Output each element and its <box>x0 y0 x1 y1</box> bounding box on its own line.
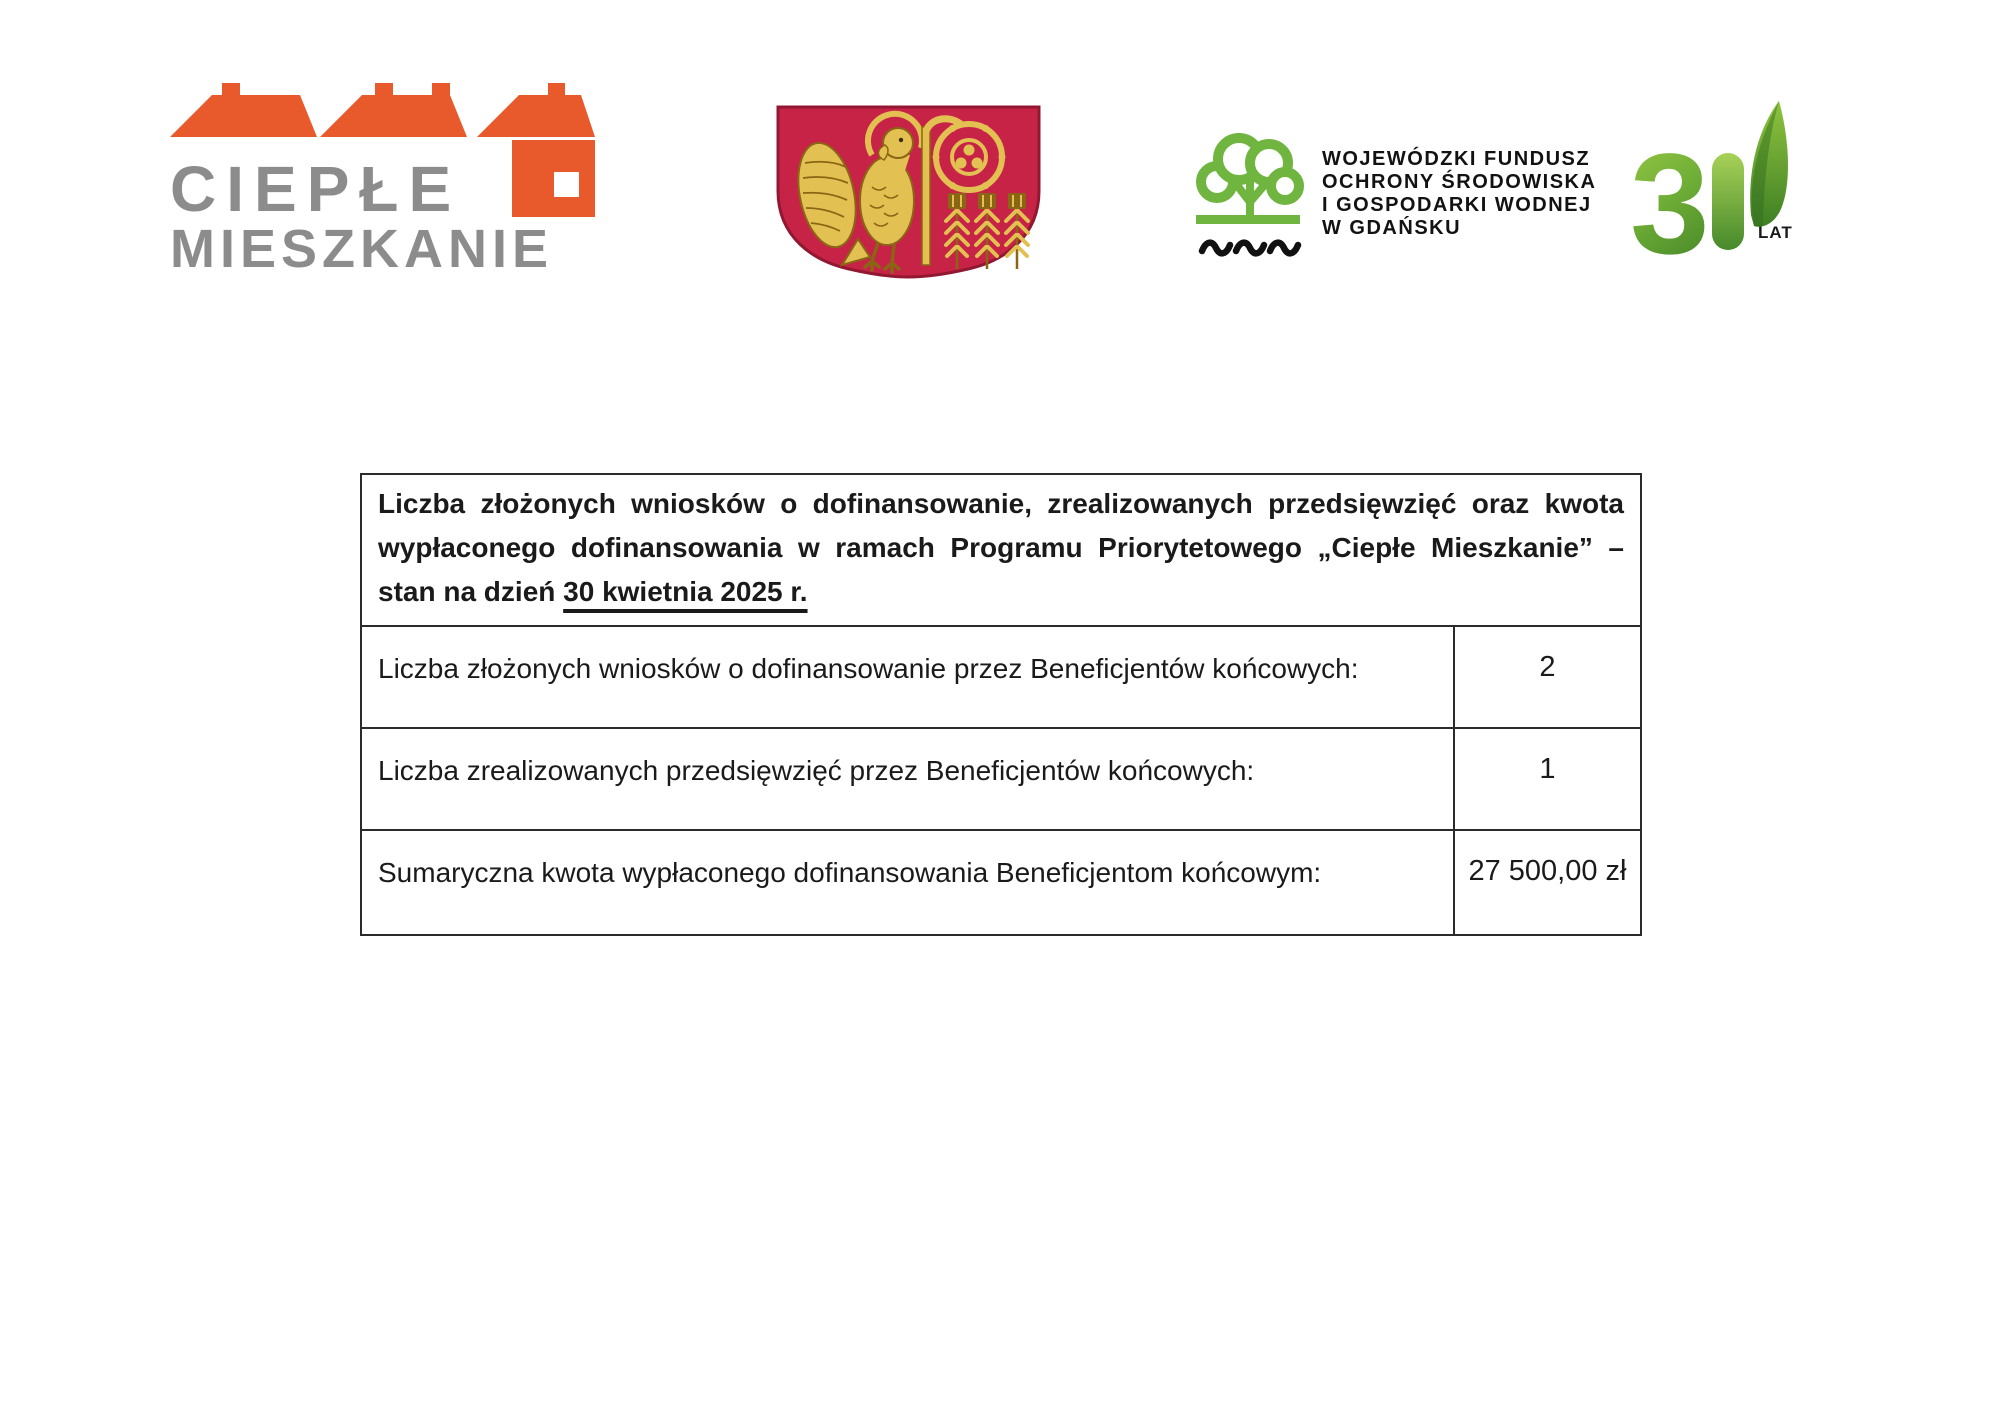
crosier-staff <box>922 127 930 265</box>
fund-name-line: WOJEWÓDZKI FUNDUSZ <box>1322 148 1591 170</box>
thirty-years-logo <box>1630 95 1802 255</box>
coat-of-arms <box>772 103 1045 280</box>
table-header <box>362 475 1640 627</box>
fund-name-line: W GDAŃSKU <box>1322 217 1462 239</box>
coat-of-arms-shield-icon <box>772 103 1045 280</box>
cieple-mieszkanie-logo <box>170 83 602 279</box>
table-header-line: wypłaconego dofinansowania w ramach Programu Priorytetowego „Ciepłe Mieszkanie” – <box>378 532 1624 563</box>
row-value: 2 <box>1453 627 1640 727</box>
row-value: 1 <box>1453 729 1640 829</box>
table-row <box>362 729 1640 831</box>
table-header-line: Liczba złożonych wniosków o dofinansowanie, zrealizowanych przedsięwzięć oraz kwota <box>378 488 1624 519</box>
row-label: Liczba złożonych wniosków o dofinansowanie przez Beneficjentów końcowych: <box>378 653 1359 684</box>
fund-tree-logo <box>1196 132 1308 258</box>
row-value: 27 500,00 zł <box>1453 831 1640 934</box>
row-label: Sumaryczna kwota wypłaconego dofinansowania Beneficjentom końcowym: <box>378 857 1322 888</box>
table-row <box>362 831 1640 934</box>
cieple-logo-word1: CIEPŁE <box>170 153 462 225</box>
fund-name-line: OCHRONY ŚRODOWISKA <box>1322 171 1597 193</box>
water-waves-icon <box>1202 243 1298 254</box>
tree-water-icon <box>1196 132 1308 258</box>
eagle-eye <box>899 138 903 142</box>
table-header-line <box>378 570 1624 614</box>
digit-3: 3 <box>1630 125 1710 255</box>
digit-0-bar <box>1712 153 1744 250</box>
table-header-date-prefix: stan na dzień <box>378 576 564 607</box>
summary-table <box>360 473 1642 936</box>
lat-label: LAT <box>1758 223 1793 242</box>
house-window <box>554 172 579 197</box>
fund-name-line: I GOSPODARKI WODNEJ <box>1322 194 1592 216</box>
table-row <box>362 627 1640 729</box>
fund-name-text <box>1322 148 1596 240</box>
table-header-date: 30 kwietnia 2025 r. <box>563 576 808 607</box>
row-label: Liczba zrealizowanych przedsięwzięć przez Beneficjentów końcowych: <box>378 755 1255 786</box>
cieple-logo-word2: MIESZKANIE <box>170 219 554 279</box>
ground-bar <box>1196 215 1300 224</box>
